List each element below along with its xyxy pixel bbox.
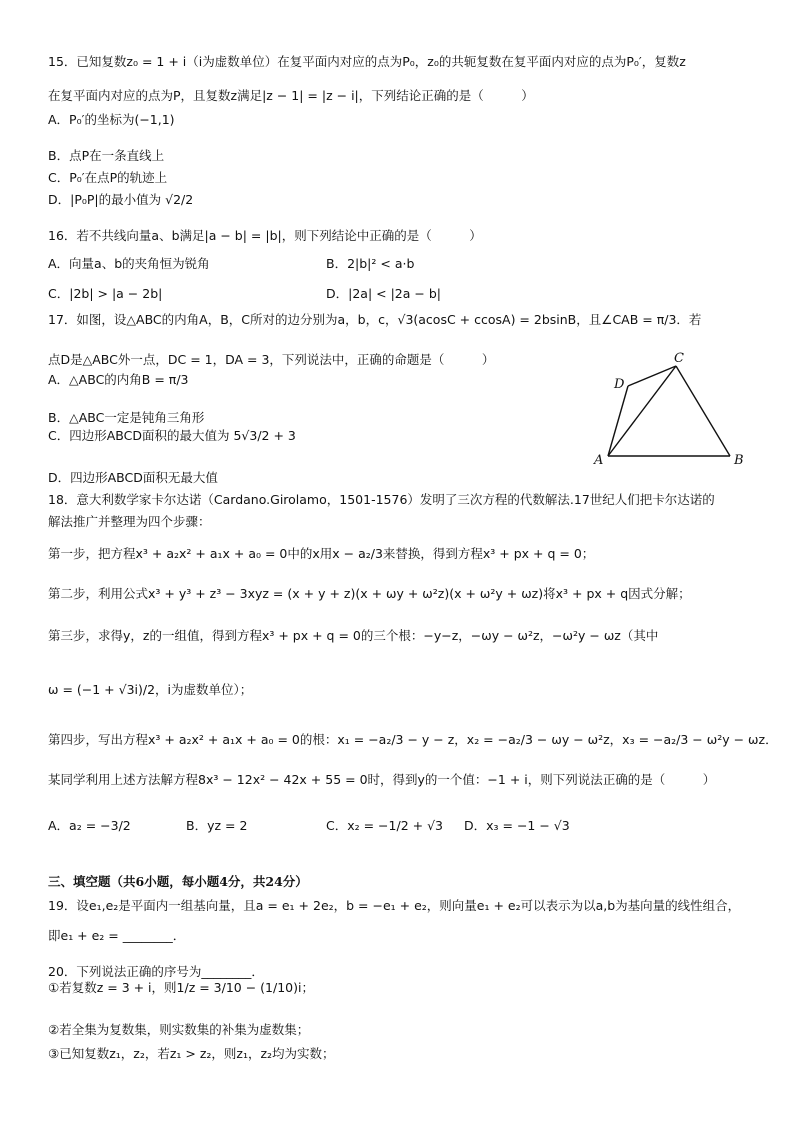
q15-stem-line-2: 在复平面内对应的点为P，且复数z满足|z − 1| = |z − i|，下列结论正确的是（ ） xyxy=(48,88,534,103)
q18-step-1: 第一步，把方程x³ + a₂x² + a₁x + a₀ = 0中的x用x − a₂/3来替换，得到方程x³ + px + q = 0； xyxy=(48,546,595,561)
q15-option-d: D．|P₀P|的最小值为 √2/2 xyxy=(48,192,194,207)
q20-statement-3: ③已知复数z₁，z₂，若z₁ > z₂，则z₁，z₂均为实数； xyxy=(48,1046,335,1061)
label-b: B xyxy=(734,453,744,468)
q18-stem-line-2: 解法推广并整理为四个步骤： xyxy=(48,514,211,529)
q17-option-d: D．四边形ABCD面积无最大值 xyxy=(48,470,218,485)
q18-option-c: C．x₂ = −1/2 + √3 xyxy=(326,818,443,833)
q18-step-3-omega: ω = (−1 + √3i)/2，i为虚数单位）； xyxy=(48,682,253,697)
q17-stem-line-1: 17．如图，设△ABC的内角A，B，C所对的边分别为a，b，c，√3(acosC + ccosA) = 2bsinB，且∠CAB = π/3．若 xyxy=(48,312,702,327)
q18-question: 某同学利用上述方法解方程8x³ − 12x² − 42x + 55 = 0时，得到y的一个值：−1 + i，则下列说法正确的是（ ） xyxy=(48,772,716,787)
q16-option-d: D．|2a| < |2a − b| xyxy=(326,286,441,301)
q15-stem-line-1: 15．已知复数z₀ = 1 + i（i为虚数单位）在复平面内对应的点为P₀，z₀的共轭复数在复平面内对应的点为P₀′，复数z xyxy=(48,54,686,69)
label-a: A xyxy=(594,453,604,468)
q18-step-4: 第四步，写出方程x³ + a₂x² + a₁x + a₀ = 0的根：x₁ = −a₂/3 − y − z，x₂ = −a₂/3 − ωy − ω²z，x₃ = −a₂/3 − ω²y − ωz． xyxy=(48,732,778,747)
q15-option-c: C．P₀′在点P的轨迹上 xyxy=(48,170,168,185)
label-c: C xyxy=(674,351,684,366)
section-heading-fill-in: 三、填空题（共6小题，每小题4分，共24分） xyxy=(48,874,308,889)
q17-option-c: C．四边形ABCD面积的最大值为 5√3/2 + 3 xyxy=(48,428,296,443)
q16-option-b: B．2|b|² < a·b xyxy=(326,256,415,271)
edge-ad xyxy=(608,386,628,456)
q18-step-3: 第三步，求得y，z的一组值，得到方程x³ + px + q = 0的三个根：−y−z，−ωy − ω²z，−ω²y − ωz（其中 xyxy=(48,628,659,643)
q17-option-b: B．△ABC一定是钝角三角形 xyxy=(48,410,205,425)
q18-option-a: A．a₂ = −3/2 xyxy=(48,818,131,833)
q18-option-b: B．yz = 2 xyxy=(186,818,248,833)
q16-option-a: A．向量a、b的夹角恒为锐角 xyxy=(48,256,210,271)
q15-option-b: B．点P在一条直线上 xyxy=(48,148,165,163)
q20-stem: 20．下列说法正确的序号为________． xyxy=(48,964,264,979)
q18-step-2: 第二步，利用公式x³ + y³ + z³ − 3xyz = (x + y + z)(x + ωy + ω²z)(x + ω²y + ωz)将x³ + px + q因式分解； xyxy=(48,586,691,601)
q19-stem: 19．设e₁,e₂是平面内一组基向量，且a = e₁ + 2e₂，b = −e₁ + e₂，则向量e₁ + e₂可以表示为以a,b为基向量的线性组合， xyxy=(48,898,741,913)
q17-option-a: A．△ABC的内角B = π/3 xyxy=(48,372,189,387)
q16-stem: 16．若不共线向量a、b满足|a − b| = |b|，则下列结论中正确的是（ ） xyxy=(48,228,482,243)
q19-answer-blank: 即e₁ + e₂ = ________． xyxy=(48,928,186,943)
label-d: D xyxy=(614,377,625,392)
q18-stem-line-1: 18．意大利数学家卡尔达诺（Cardano.Girolamo，1501-1576）发明了三次方程的代数解法.17世纪人们把卡尔达诺的 xyxy=(48,492,715,507)
q16-option-c: C．|2b| > |a − 2b| xyxy=(48,286,163,301)
q20-statement-2: ②若全集为复数集，则实数集的补集为虚数集； xyxy=(48,1022,310,1037)
q20-statement-1: ①若复数z = 3 + i，则1/z = 3/10 − (1/10)i； xyxy=(48,980,314,995)
q17-stem-line-2: 点D是△ABC外一点，DC = 1，DA = 3，下列说法中，正确的命题是（ ） xyxy=(48,352,495,367)
q15-option-a: A．P₀′的坐标为(−1,1) xyxy=(48,112,175,127)
q18-option-d: D．x₃ = −1 − √3 xyxy=(464,818,570,833)
edge-cb xyxy=(676,366,730,456)
quadrilateral-figure xyxy=(588,350,758,470)
